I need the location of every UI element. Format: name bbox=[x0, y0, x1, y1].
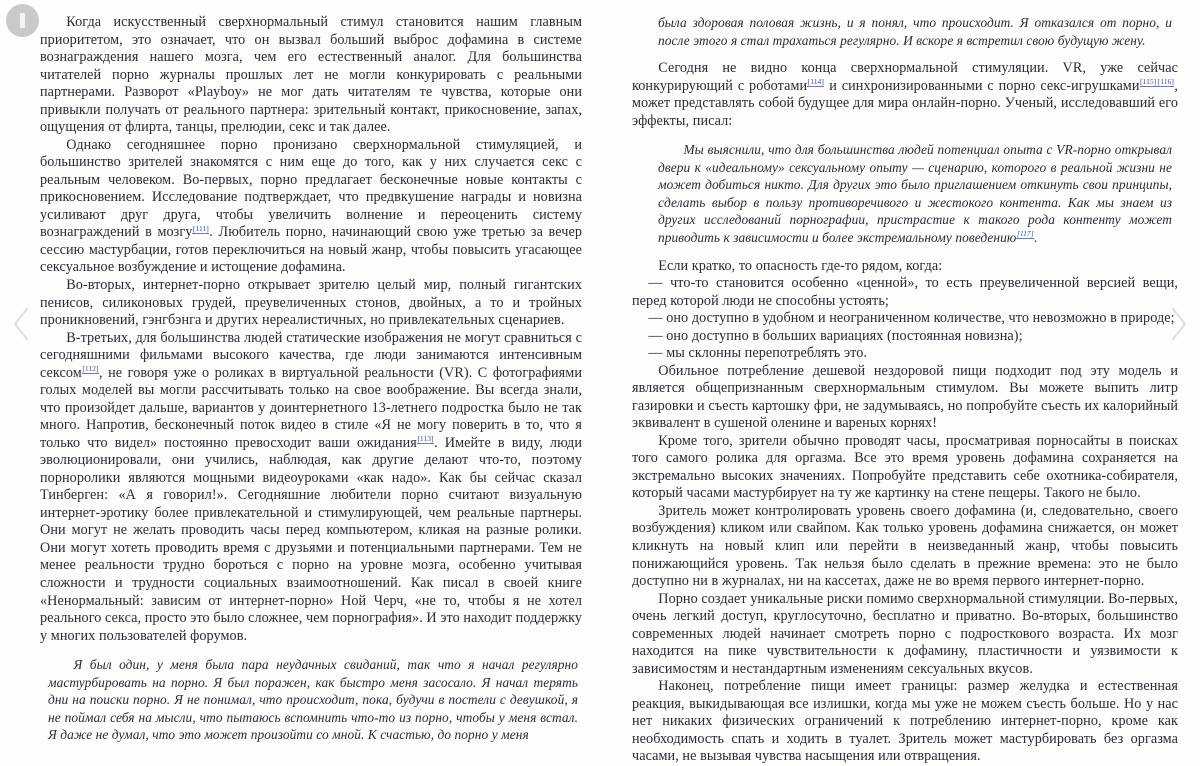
pause-icon-bar bbox=[20, 13, 25, 28]
list-item-text: — оно доступно в больших вариациях (постоянная новизна); bbox=[648, 327, 1023, 344]
footnote-ref[interactable]: [111] bbox=[192, 223, 209, 233]
paragraph-text: и синхронизированными с порно секс-игрушками bbox=[824, 77, 1140, 94]
paragraph-text: Кроме того, зрители обычно проводят часы, просматривая порносайты в поисках того самого ролика для оргазма. Все это время уровень дофамина сохраняется на экстремально высоких значениях. Попробуйте представить себе охотника-собирателя, который часами мастурбирует на ту же картинку на стене пещеры. Такого не было. bbox=[632, 432, 1178, 502]
paragraph bbox=[632, 591, 1178, 679]
paragraph bbox=[632, 678, 1178, 766]
paragraph bbox=[632, 258, 1178, 276]
paragraph-text: , может представлять собой будущее для мира онлайн-порно. Ученый, исследовавший его эффекты, писал: bbox=[632, 77, 1178, 129]
paragraph-text: В-третьих, для большинства людей статические изображения не могут сравниться с сегодняшними фильмами высокого качества, где люди занимаются интенсивным сексом bbox=[40, 329, 582, 381]
paragraph bbox=[632, 60, 1178, 130]
chevron-left-icon[interactable] bbox=[4, 300, 38, 348]
blockquote-text: Мы выяснили, что для большинства людей потенциал опыта с VR-порно открывал двери к «идеальному» сексуальному опыту — сценарию, которого в реальной жизни не может добиться никто. Для других это было приглашением откинуть свои принципы, сделать выбор в пользу противоречивого и жестокого контента. Как мы знаем из других исследований порнографии, пристрастие к такого рода контенту может приводить к зависимости и более экстремальному поведению bbox=[658, 142, 1172, 245]
list-item bbox=[632, 310, 1178, 328]
paragraph-text: Порно создает уникальные риски помимо сверхнормальной стимуляции. Во-первых, очень легкий доступ, круглосуточно, бесплатно и приватно. Во-вторых, большинство современных людей начинает смотреть порно с подросткового возраста. Их мозг находится на пике чувствительности к дофамину, пластичности и уязвимости к зависимостям и нестандартным изменениям сексуальных вкусов. bbox=[632, 590, 1178, 677]
blockquote-text: . bbox=[1034, 229, 1038, 245]
paragraph-text: Сегодня не видно конца сверхнормальной стимуляции. VR, уже сейчас конкурирующий с роботами bbox=[632, 60, 1178, 94]
footnote-ref[interactable]: [115] bbox=[1140, 76, 1157, 86]
blockquote-text: была здоровая половая жизнь, и я понял, что происходит. Я отказался от порно, и после этого я стал трахаться регулярно. И вскоре я встретил свою будущую жену. bbox=[658, 15, 1172, 48]
list-item-text: — что-то становится особенно «ценной», то есть преувеличенной версией вещи, перед которой люди не способны устоять; bbox=[632, 275, 1178, 309]
list-item-text: — оно доступно в удобном и неограниченном количестве, что невозможно в природе; bbox=[648, 310, 1175, 327]
text-column-left bbox=[0, 14, 600, 743]
paragraph-text: Зритель может контролировать уровень своего дофамина (и, следовательно, своего возбуждения) кликом или свайпом. Как только уровень дофамина снижается, он может кликнуть на новый клип или перейти в неизведанный жанр, чтобы повысить понижающийся уровень. Так нельзя было сделать в прежние времена: это не было доступно ни в журналах, ни на кассетах, даже не во время первого интернет-порно. bbox=[632, 502, 1178, 590]
footnote-ref[interactable]: [116] bbox=[1157, 76, 1174, 86]
paragraph-text: Наконец, потребление пищи имеет границы: размер желудка и естественная реакция, выкидывающая все излишки, когда мы уже не можем съесть больше. Но у нас нет никаких физических ограничений к потреблению интернет-порно, кроме как необходимость спать и ходить в туалет. Зритель может мастурбировать без оргазма часами, не вызывая чувства насыщения или отвращения. bbox=[632, 678, 1178, 765]
paragraph-text: , не говоря уже о роликах в виртуальной реальности (VR). С фотографиями голых моделей вы могли рассчитывать только на свое воображение. Вы всегда знали, что произойдет дальше, вариантов у доинтернетного 13-летнего подростка было не так много. Напротив, бесконечный поток видео в стиле «Я не могу поверить в то, что я только что видел» постоянно превосходит ваши ожидания bbox=[40, 364, 582, 451]
paragraph-text: Когда искусственный сверхнормальный стимул становится нашим главным приоритетом, это означает, что он вызвал больший выброс дофамина в системе вознаграждения нашего мозга, чем его естественный аналог. Для большинства читателей порно журналы прошлых лет не могли конкурировать с реальными партнерами. Разворот «Playboy» не мог дать читателям те чувства, которые они привыкли получать от реального партнера: зрительный контакт, прикосновение, запах, ощущения от флирта, танцы, прелюдии, секс и так далее. bbox=[40, 14, 582, 136]
list-item bbox=[632, 345, 1178, 363]
footnote-ref[interactable]: [117] bbox=[1016, 229, 1034, 239]
paragraph-text: Во-вторых, интернет-порно открывает зрителю целый мир, полный гигантских пенисов, силиконовых грудей, преувеличенных стонов, двойных, а то и тройных проникновений, гэнгбэнга и других нереалистичных, но привлекательных сценариев. bbox=[40, 276, 582, 329]
paragraph bbox=[40, 330, 582, 646]
blockquote-text: Я был один, у меня была пара неудачных свиданий, так что я начал регулярно мастурбировать на порно. Я был поражен, как быстро меня засосало. Я начал терять дни на поиски порно. Я не понимал, что происходит, пока, будучи в постели с девушкой, я не поймал себя на мысли, что пытаюсь вспомнить что-то из порно, чтобы у меня встал. Я даже не думал, что это может произойти со мной. К счастью, до порно у меня bbox=[48, 657, 578, 743]
list-item-text: — мы склонны перепотреблять это. bbox=[648, 345, 867, 362]
footnote-ref[interactable]: [112] bbox=[82, 363, 99, 373]
paragraph-text: Обильное потребление дешевой нездоровой пищи подходит под эту модель и является общепризнанным сверхнормальным стимулом. Вы можете выпить литр газировки и съесть картошку фри, не задумываясь, но попробуйте съесть их калорийный эквивалент в сушеной оленине и вареных корнях! bbox=[632, 362, 1178, 432]
paragraph bbox=[40, 14, 582, 137]
blockquote-paragraph bbox=[632, 14, 1178, 49]
paragraph-text: . Любитель порно, начинающий свою уже третью за вечер сессию мастурбации, готов переключиться на новый жанр, чтобы повысить угасающее сексуальное возбуждение и истощение дофамина. bbox=[40, 224, 582, 276]
paragraph bbox=[632, 433, 1178, 503]
list-item bbox=[632, 275, 1178, 310]
pause-icon[interactable] bbox=[6, 4, 39, 37]
list-item bbox=[632, 328, 1178, 346]
blockquote-paragraph bbox=[632, 141, 1178, 246]
paragraph-text: . Имейте в виду, люди эволюционировали, они учились, наблюдая, как другие делают что-то, поэтому порноролики являются мощными видеоуроками «как надо». Как бы сейчас сказал Тинберген: «А я говорил!». Сегодняшние любители порно считают визуальную интернет-эротику более привлекательной и стимулирующей, чем реальные партнеры. Они могут не желать проводить часы перед компьютером, кликая на разные ролики. Они могут хотеть проводить время с друзьями и потенциальными партнерами. Тем не менее реальности трудно бороться с порно на уровне мозга, особенно учитывая сложности и трудности социальных взаимоотношений. Как писал в своей книге «Ненормальный: зависим от интернет-порно» Ной Черч, «не то, чтобы я не хотел реального секса, просто это было сложнее, чем порнография». И это находит поддержку у многих пользователей форумов. bbox=[40, 434, 582, 644]
footnote-ref[interactable]: [113] bbox=[417, 434, 434, 444]
footnote-ref[interactable]: [114] bbox=[807, 76, 824, 86]
chevron-right-icon[interactable] bbox=[1162, 300, 1196, 348]
paragraph-text: Однако сегодняшнее порно пронизано сверхнормальной стимуляцией, и большинство зрителей знакомятся с ним еще до того, как у них случается секс с реальным человеком. Во-первых, порно предлагает бесконечные новые контакты с прикосновением. Исследование подтверждает, что предвкушение награды и новизна усиливают друг друга, чтобы увеличить волнение и переоценить систему вознаграждений в мозгу bbox=[40, 136, 582, 241]
text-column-right bbox=[600, 14, 1200, 765]
paragraph bbox=[632, 503, 1178, 591]
blockquote-paragraph bbox=[40, 656, 582, 744]
paragraph bbox=[632, 363, 1178, 433]
paragraph bbox=[40, 277, 582, 330]
paragraph-text: Если кратко, то опасность где-то рядом, когда: bbox=[658, 257, 943, 274]
paragraph bbox=[40, 137, 582, 277]
